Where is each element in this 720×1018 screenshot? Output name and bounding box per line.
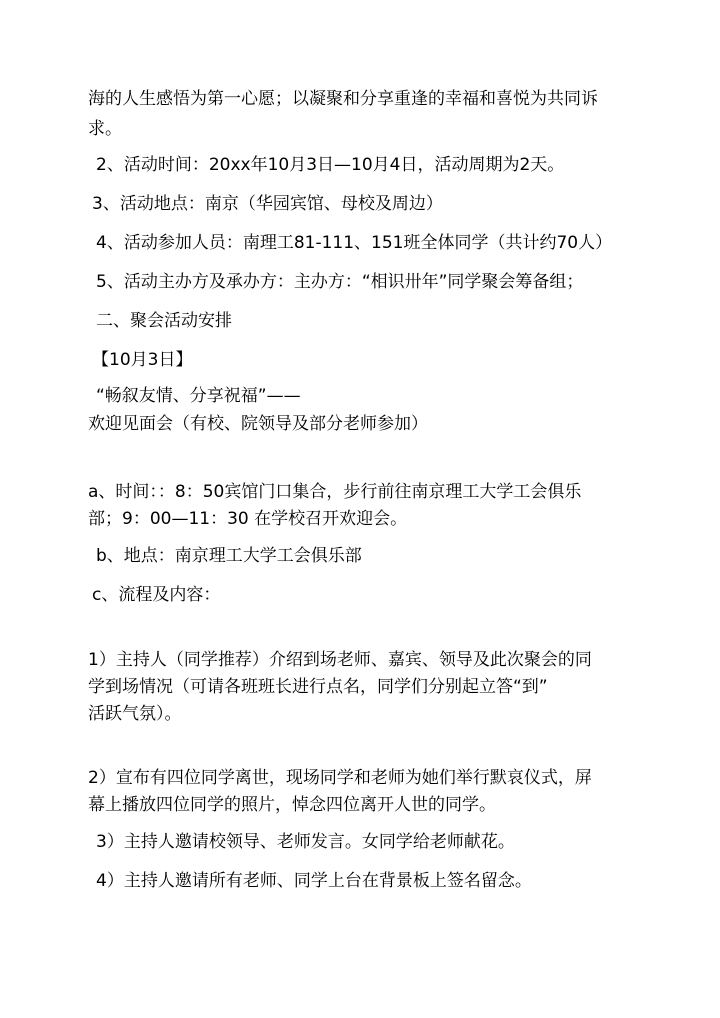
- event-location: b、地点：南京理工大学工会俱乐部: [96, 546, 362, 566]
- activity-time: 2、活动时间：20xx年10月3日—10月4日，活动周期为2天。: [96, 155, 565, 175]
- paragraph-line: 1）主持人（同学推荐）介绍到场老师、嘉宾、领导及此次聚会的同: [88, 650, 592, 670]
- process-item-4: 4）主持人邀请所有老师、同学上台在背景板上签名留念。: [96, 871, 532, 891]
- event-subtitle: 欢迎见面会（有校、院领导及部分老师参加）: [88, 414, 428, 434]
- paragraph-line: 部；9：00—11：30 在学校召开欢迎会。: [88, 509, 408, 529]
- process-item-3: 3）主持人邀请校领导、老师发言。女同学给老师献花。: [96, 832, 515, 852]
- paragraph-line: 幕上播放四位同学的照片，悼念四位离开人世的同学。: [88, 795, 496, 815]
- paragraph-line: 2）宣布有四位同学离世，现场同学和老师为她们举行默哀仪式，屏: [88, 768, 592, 788]
- event-title: “畅叙友情、分享祝福”——: [96, 386, 301, 406]
- activity-organizer: 5、活动主办方及承办方：主办方：“相识卅年”同学聚会筹备组；: [96, 272, 584, 292]
- paragraph-line: 海的人生感悟为第一心愿；以凝聚和分享重逢的幸福和喜悦为共同诉: [88, 89, 598, 109]
- paragraph-line: a、时间：：8：50宾馆门口集合，步行前往南京理工大学工会俱乐: [88, 482, 582, 502]
- paragraph-line: 活跃气氛）。: [88, 704, 182, 724]
- section-heading: 二、聚会活动安排: [96, 311, 232, 331]
- paragraph-line: 学到场情况（可请各班班长进行点名，同学们分别起立答“到”: [88, 677, 548, 697]
- process-heading: c、流程及内容：: [92, 585, 221, 605]
- activity-location: 3、活动地点：南京（华园宾馆、母校及周边）: [92, 194, 443, 214]
- date-heading: 【10月3日】: [92, 350, 193, 370]
- activity-participants: 4、活动参加人员：南理工81-111、151班全体同学（共计约70人）: [96, 233, 613, 253]
- paragraph-line: 求。: [88, 119, 122, 139]
